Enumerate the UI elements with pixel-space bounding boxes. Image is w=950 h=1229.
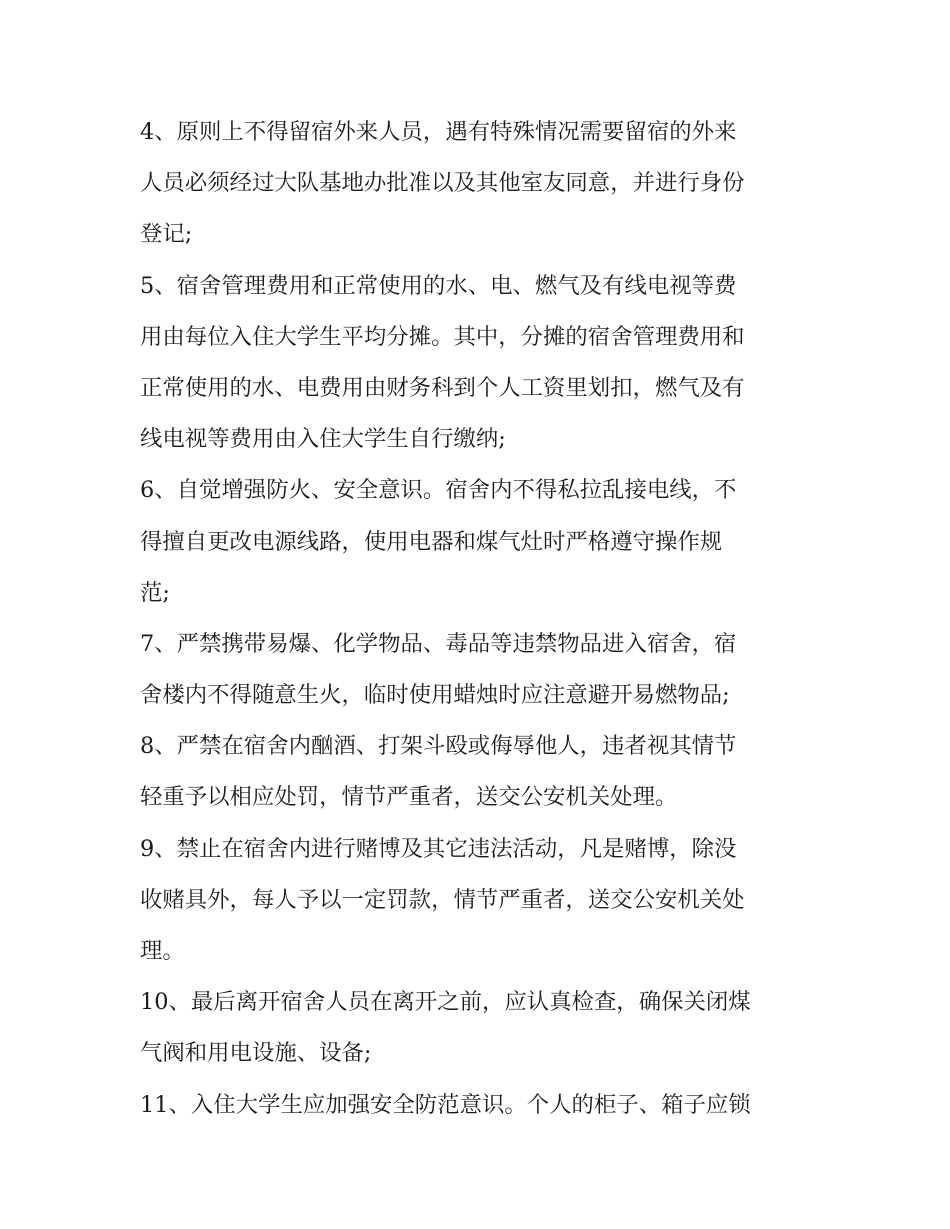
rule-9-line-2: 收赌具外，每人予以一定罚款，情节严重者，送交公安机关处 [140, 886, 745, 913]
rule-9-line-1: 9、禁止在宿舍内进行赌博及其它违法活动，凡是赌博，除没 [140, 835, 737, 862]
rule-10-line-1: 10、最后离开宿舍人员在离开之前，应认真检查，确保关闭煤 [140, 989, 751, 1016]
rule-7-line-2: 舍楼内不得随意生火，临时使用蜡烛时应注意避开易燃物品; [140, 682, 730, 709]
rule-9-line-3: 理。 [140, 938, 185, 964]
rule-5-line-1: 5、宿舍管理费用和正常使用的水、电、燃气及有线电视等费 [140, 272, 737, 299]
rule-11-line-1: 11、入住大学生应加强安全防范意识。个人的柜子、箱子应锁 [140, 1091, 751, 1118]
rule-4-line-2: 人员必须经过大队基地办批准以及其他室友同意，并进行身份 [140, 170, 745, 197]
rule-5-line-2: 用由每位入住大学生平均分摊。其中，分摊的宿舍管理费用和 [140, 323, 745, 350]
rule-5-line-4: 线电视等费用由入住大学生自行缴纳; [140, 426, 506, 453]
rule-5-line-3: 正常使用的水、电费用由财务科到个人工资里划扣，燃气及有 [140, 374, 745, 401]
rule-8-line-2: 轻重予以相应处罚，情节严重者，送交公安机关处理。 [140, 784, 678, 811]
rule-8-line-1: 8、严禁在宿舍内酗酒、打架斗殴或侮辱他人，违者视其情节 [140, 733, 737, 760]
rule-7-line-1: 7、严禁携带易爆、化学物品、毒品等违禁物品进入宿舍，宿 [140, 630, 737, 657]
rule-4-line-1: 4、原则上不得留宿外来人员，遇有特殊情况需要留宿的外来 [140, 119, 737, 145]
document-body [140, 107, 812, 1131]
rule-4-line-3: 登记; [140, 221, 193, 248]
rule-6-line-1: 6、自觉增强防火、安全意识。宿舍内不得私拉乱接电线，不 [140, 477, 737, 504]
rule-6-line-2: 得擅自更改电源线路，使用电器和煤气灶时严格遵守操作规 [140, 528, 723, 555]
rule-6-line-3: 范; [140, 579, 170, 606]
rule-10-line-2: 气阀和用电设施、设备; [140, 1040, 372, 1067]
